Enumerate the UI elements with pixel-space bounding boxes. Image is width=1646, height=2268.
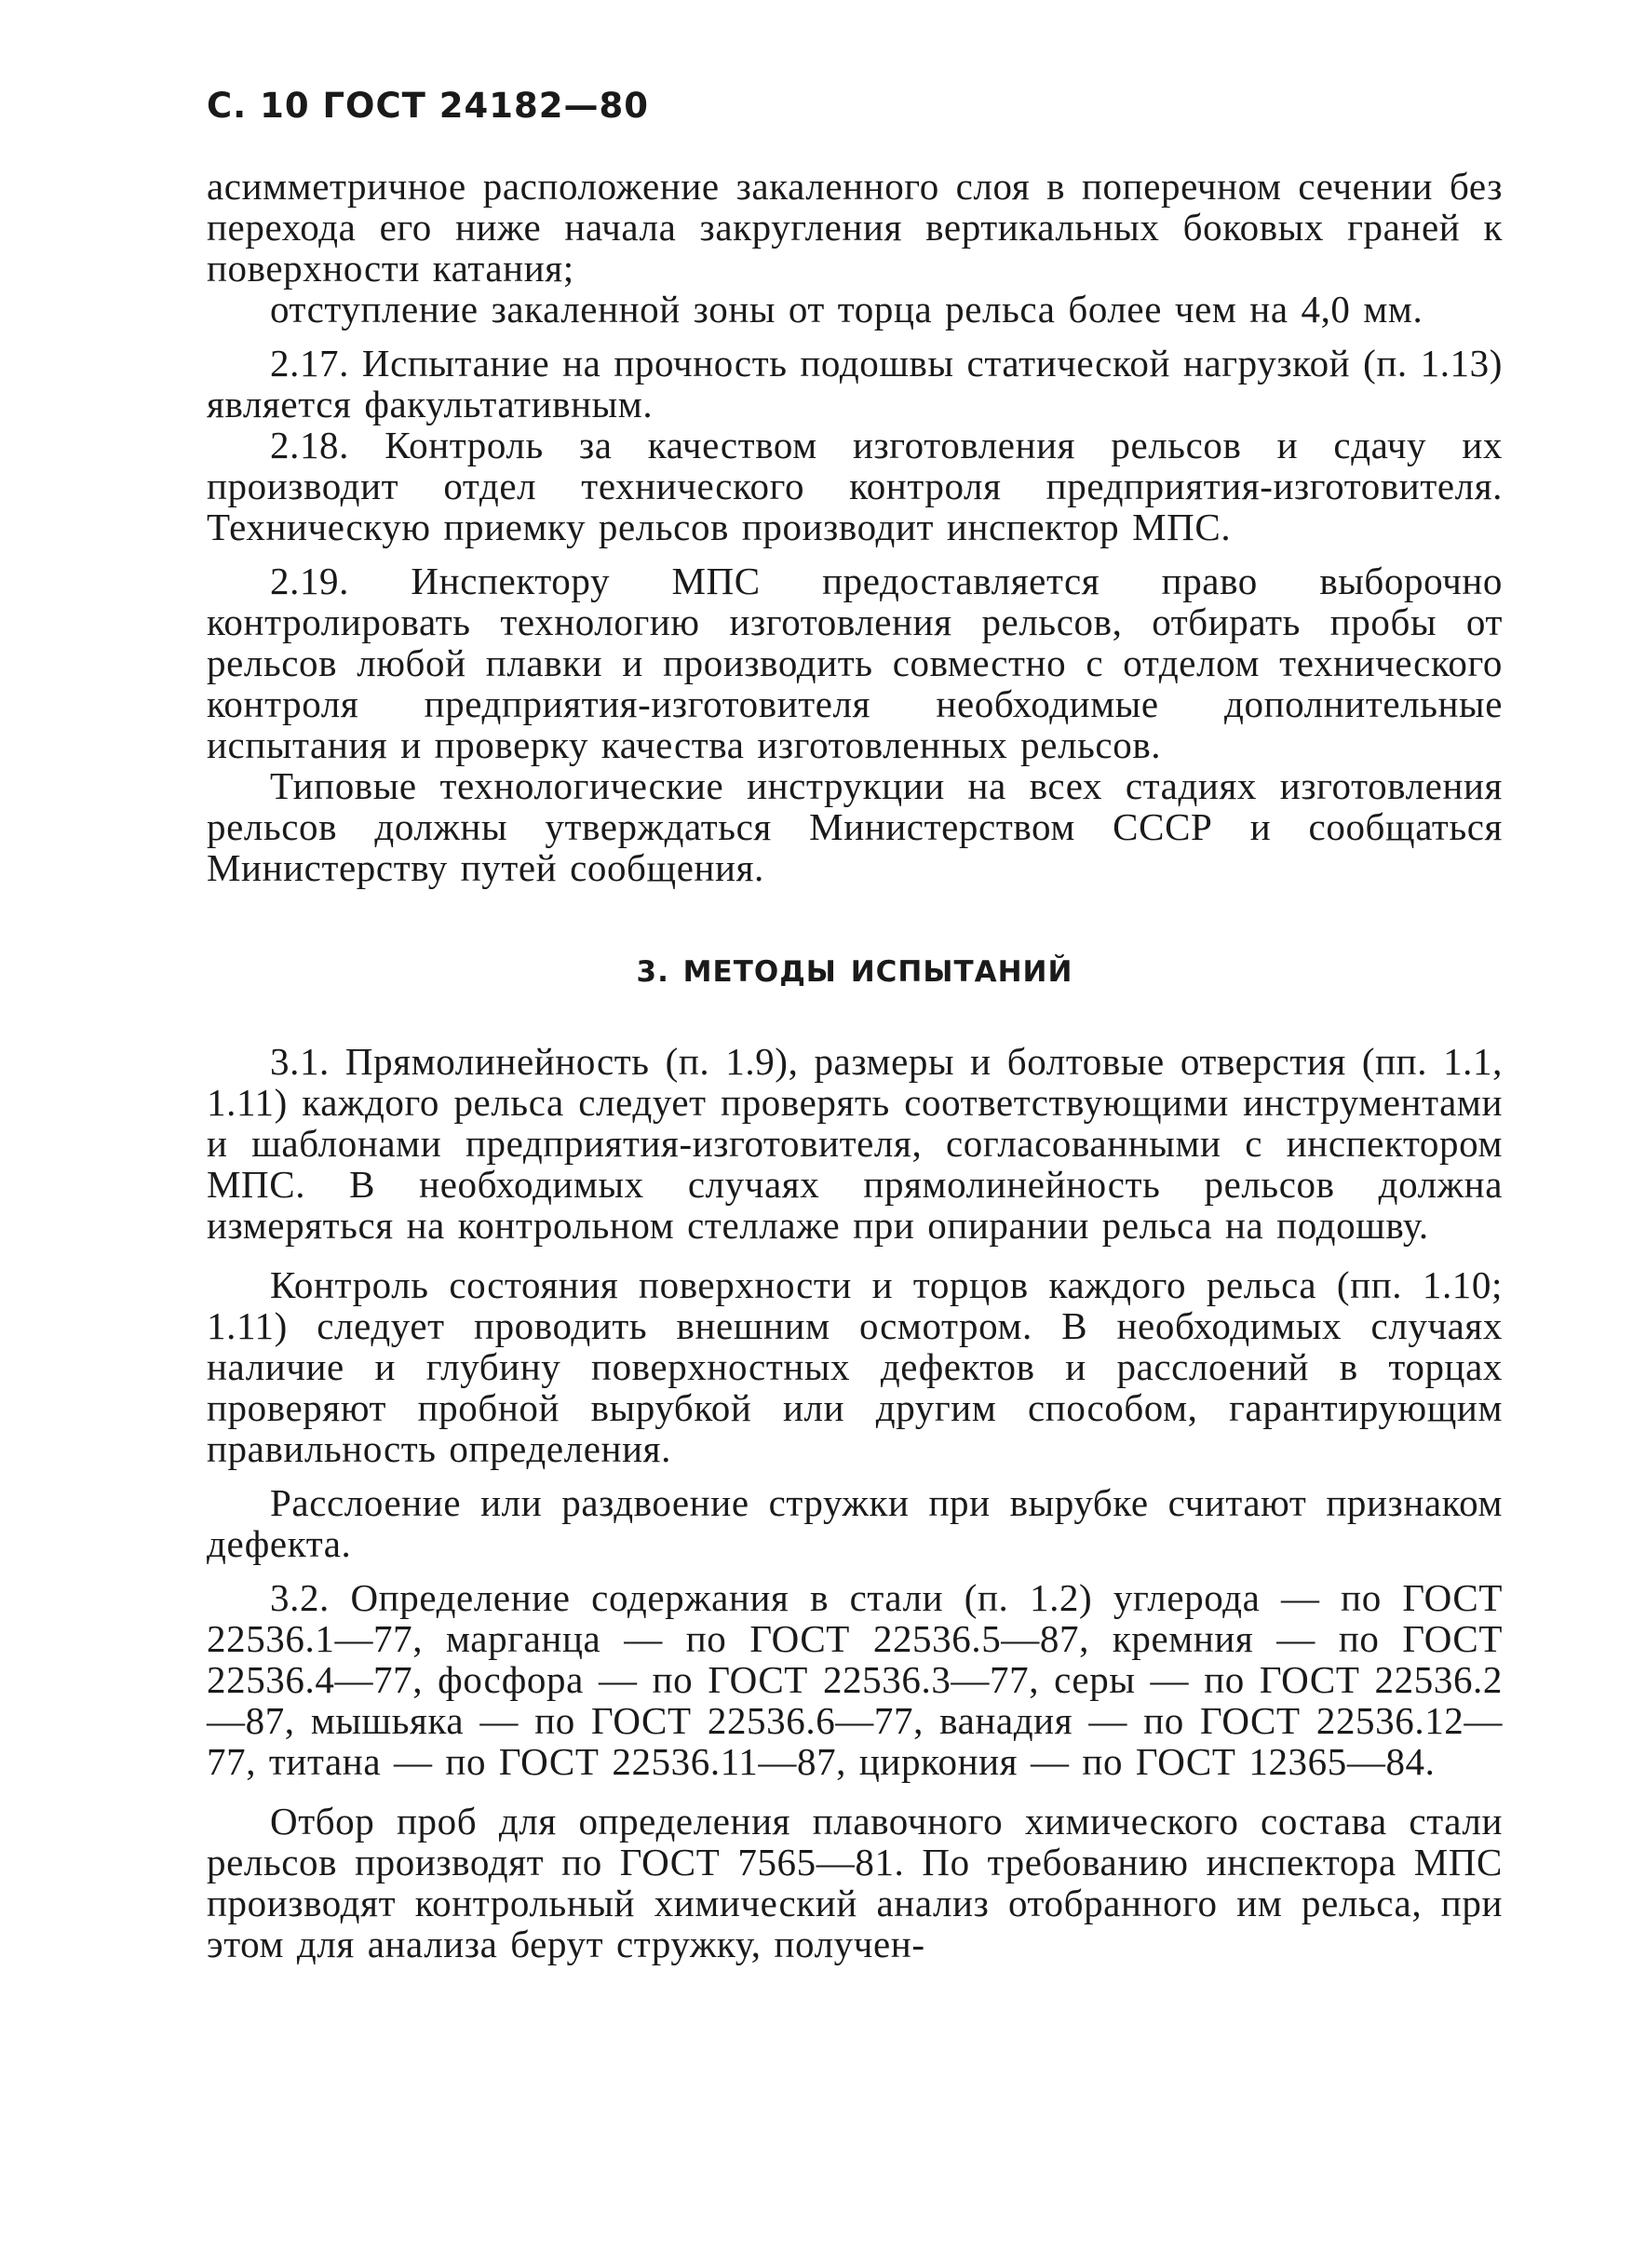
paragraph-asymmetric-layer: асимметричное расположение закаленного слоя в поперечном сечении без перехода его ниже начала закругления вертикальных боковых граней к поверхности катания; xyxy=(207,165,1503,290)
paragraph-2-18: 2.18. Контроль за качеством изготовления рельсов и сдачу их производит отдел технического контроля предприятия-изготовителя. Техническую приемку рельсов производит инспектор МПС. xyxy=(207,424,1503,548)
section-heading: 3. МЕТОДЫ ИСПЫТАНИЙ xyxy=(636,955,1073,989)
paragraph-sampling: Отбор проб для определения плавочного химического состава стали рельсов производят по ГОСТ 7565—81. По требованию инспектора МПС производят контрольный химический анализ отобранного им рельса, при этом для анализа берут стружку, получен- xyxy=(207,1800,1503,1965)
page-header: С. 10 ГОСТ 24182—80 xyxy=(207,86,649,126)
paragraph-3-1: 3.1. Прямолинейность (п. 1.9), размеры и болтовые отверстия (пп. 1.1, 1.11) каждого рельса следует проверять соответствующими инструментами и шаблонами предприятия-изготовителя, согласованными с инспектором МПС. В необходимых случаях прямолинейность рельсов должна измеряться на контрольном стеллаже при опирании рельса на подошву. xyxy=(207,1040,1503,1247)
paragraph-surface-control: Контроль состояния поверхности и торцов каждого рельса (пп. 1.10; 1.11) следует проводить внешним осмотром. В необходимых случаях наличие и глубину поверхностных дефектов и расслоений в торцах проверяют пробной вырубкой или другим способом, гарантирующим правильность определения. xyxy=(207,1263,1503,1470)
document-body xyxy=(207,166,1503,1964)
paragraph-3-2: 3.2. Определение содержания в стали (п. 1.2) углерода — по ГОСТ 22536.1—77, марганца — по ГОСТ 22536.5—87, кремния — по ГОСТ 22536.4—77, фосфора — по ГОСТ 22536.3—77, серы — по ГОСТ 22536.2—87, мышьяка — по ГОСТ 22536.6—77, ванадия — по ГОСТ 22536.12—77, титана — по ГОСТ 22536.11—87, циркония — по ГОСТ 12365—84. xyxy=(207,1576,1503,1783)
paragraph-2-17: 2.17. Испытание на прочность подошвы статической нагрузкой (п. 1.13) является факультативным. xyxy=(207,342,1503,425)
paragraph-instructions: Типовые технологические инструкции на всех стадиях изготовления рельсов должны утверждаться Министерством СССР и сообщаться Министерству путей сообщения. xyxy=(207,764,1503,889)
paragraph-zone-deviation: отступление закаленной зоны от торца рельса более чем на 4,0 мм. xyxy=(270,288,1423,331)
paragraph-2-19: 2.19. Инспектору МПС предоставляется право выборочно контролировать технологию изготовления рельсов, отбирать пробы от рельсов любой плавки и производить совместно с отделом технического контроля предприятия-изготовителя необходимые дополнительные испытания и проверку качества изготовленных рельсов. xyxy=(207,560,1503,766)
paragraph-defect-sign: Расслоение или раздвоение стружки при вырубке считают признаком дефекта. xyxy=(207,1481,1503,1565)
